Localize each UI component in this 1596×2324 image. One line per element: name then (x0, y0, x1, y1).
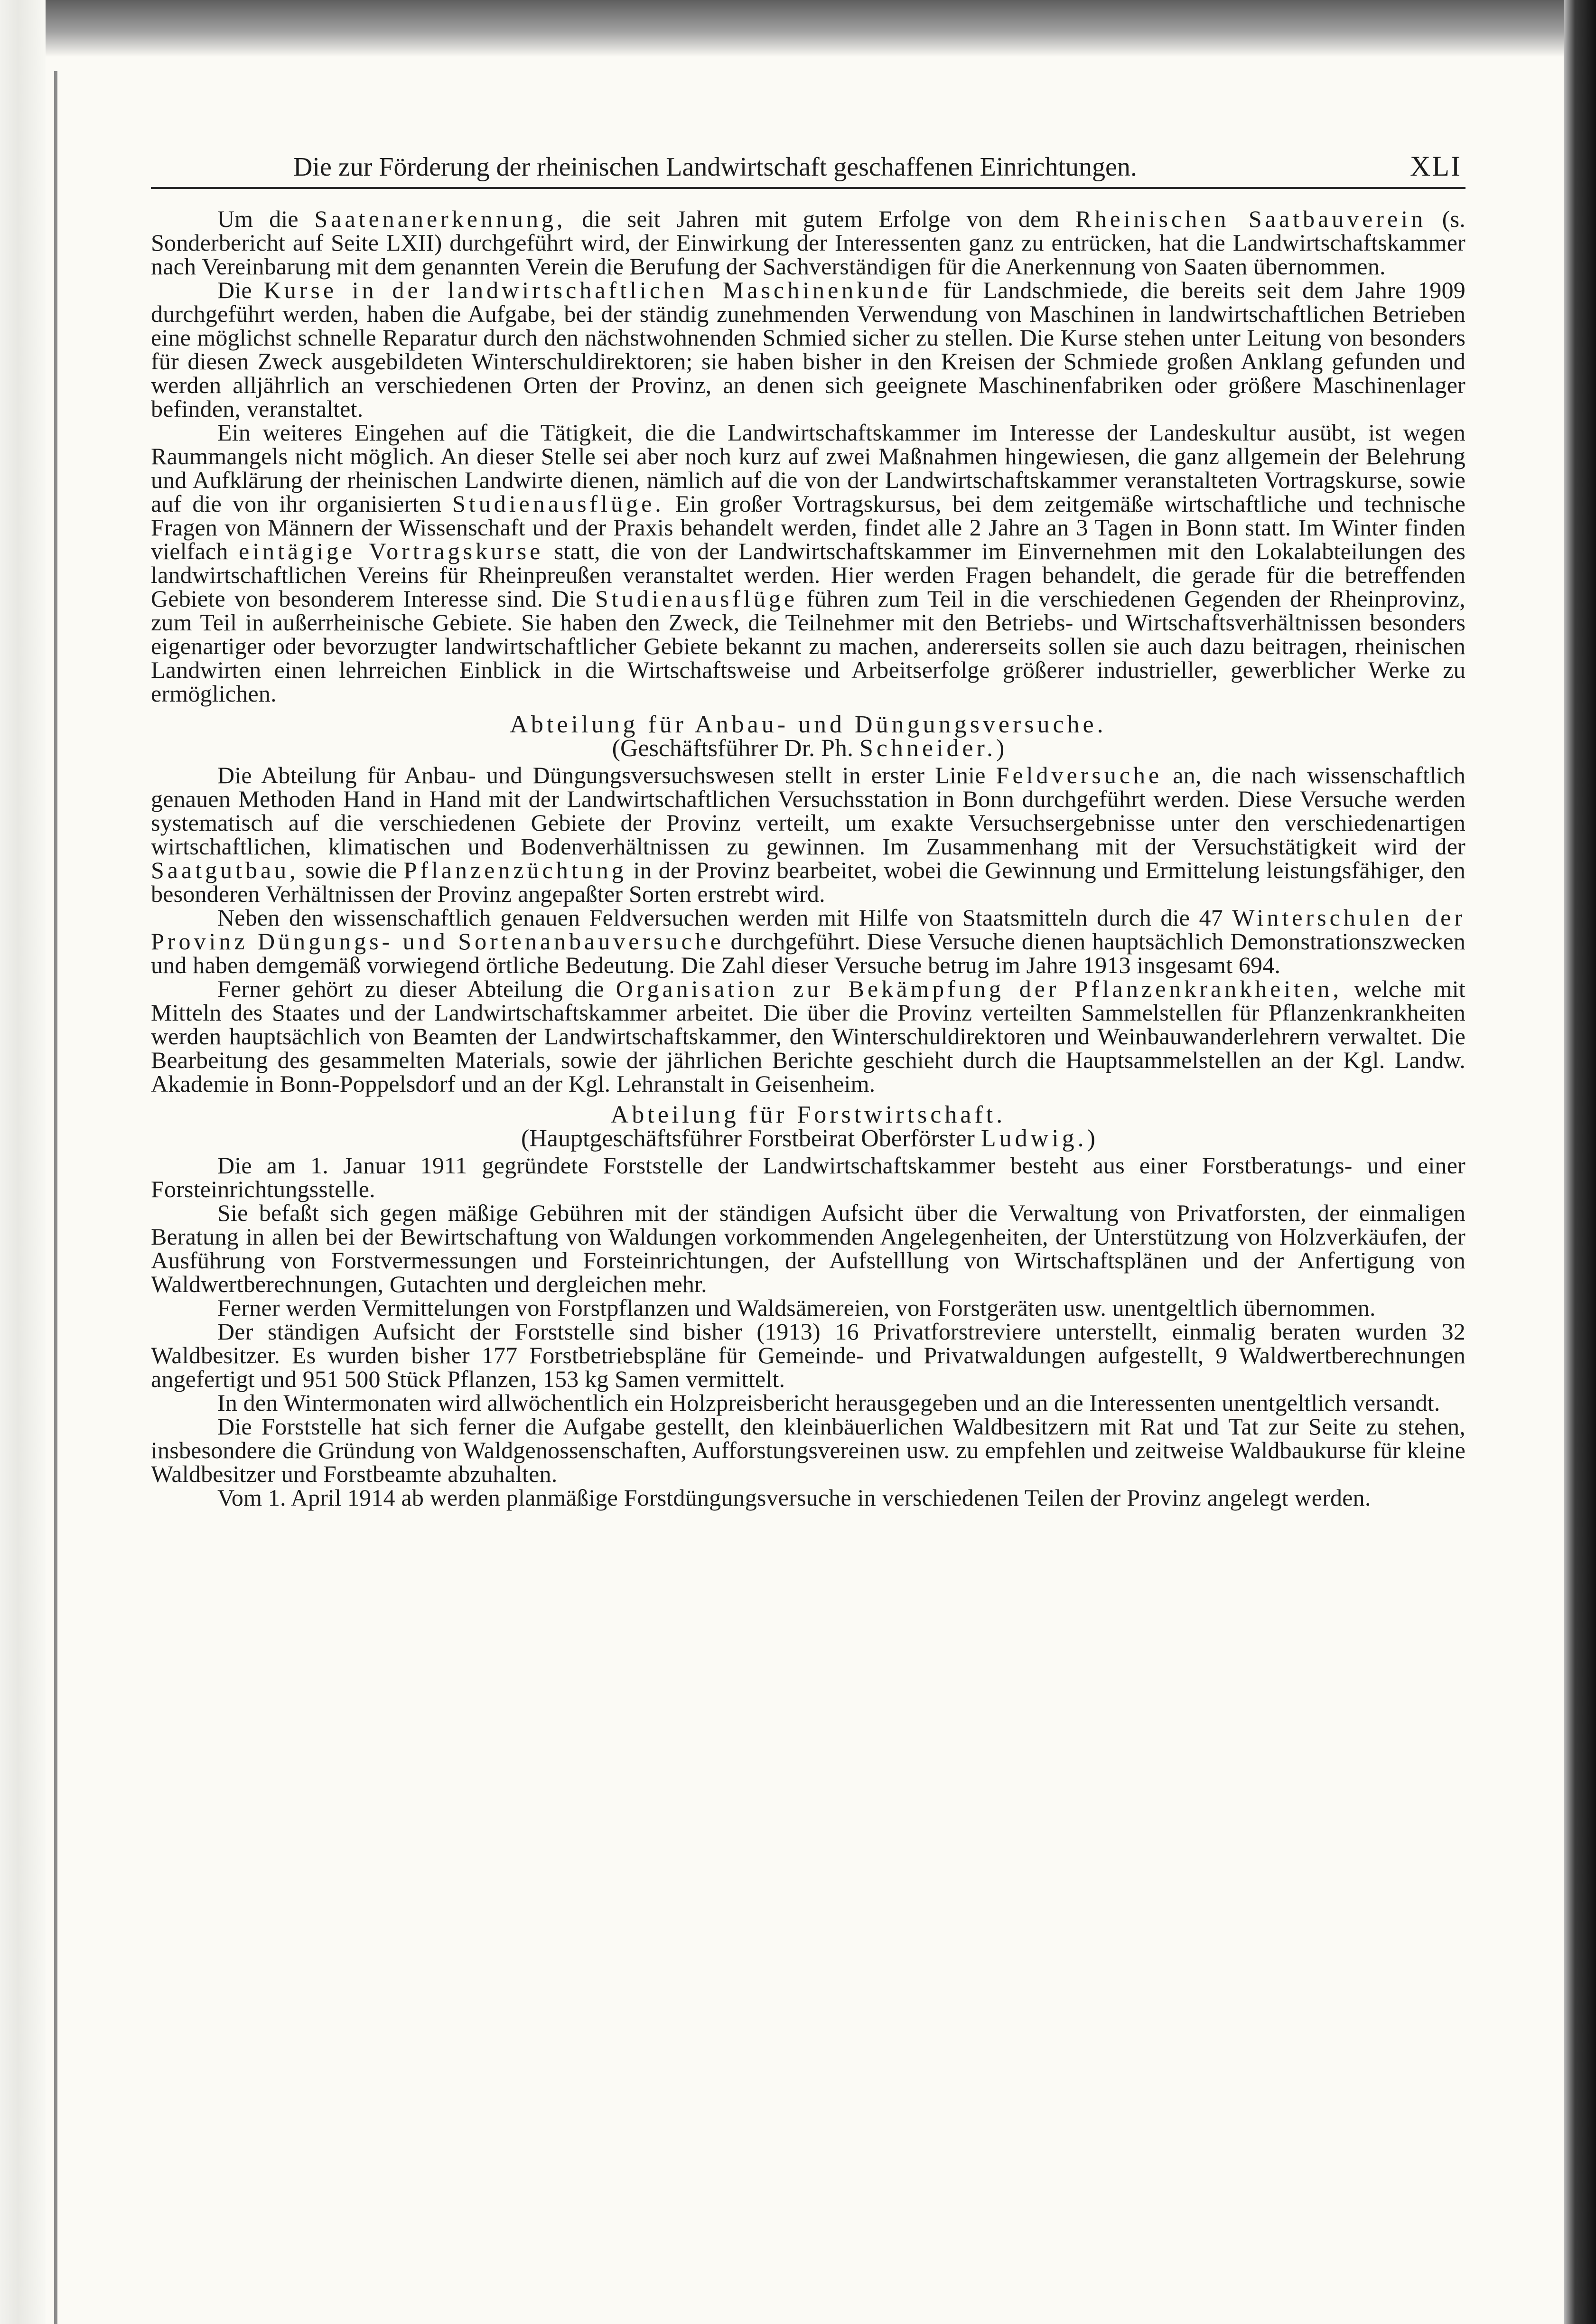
document-body (151, 189, 1465, 1509)
emphasis: Pflanzenzüchtung (403, 857, 627, 883)
emphasis: Ludwig. (980, 1125, 1087, 1152)
scan-top-shadow (46, 0, 1564, 57)
running-title: Die zur Förderung der rheinischen Landwirtschaft geschaffenen Einrichtungen. (293, 152, 1137, 182)
paragraph: Die am 1. Januar 1911 gegründete Forststelle der Landwirtschaftskammer besteht aus einer Forstberatungs- und einer Forsteinrichtungsstelle. (151, 1152, 1465, 1202)
section-subheading: (Geschäftsführer Dr. Ph. Schneider.) (612, 735, 1005, 762)
emphasis: Studienausflüge (595, 585, 798, 612)
document-page (151, 152, 1465, 1509)
paragraph: Ein weiteres Eingehen auf die Tätigkeit, die die Landwirtschaftskammer im Interesse der Landeskultur ausübt, ist wegen Raummangels nicht möglich. An dieser Stelle sei aber noch kurz auf zwei Maßnahmen hingewiesen, die ganz allgemein der Belehrung und Aufklärung der rheinischen Landwirte dienen, nämlich auf die von der Landwirtschaftskammer veranstalteten Vortragskurse, sowie auf die von ihr organisierten Studienausflüge. Ein großer Vortragskursus, bei dem zeitgemäße wirtschaftliche und technische Fragen von Männern der Wissenschaft und der Praxis behandelt werden, findet alle 2 Jahre an 3 Tagen in Bonn statt. Im Winter finden vielfach eintägige Vortragskurse statt, die von der Landwirtschaftskammer im Einvernehmen mit den Lokalabteilungen des landwirtschaftlichen Vereins für Rheinpreußen veranstaltet werden. Hier werden Fragen behandelt, die gerade für die betreffenden Gebiete von besonderem Interesse sind. Die Studienausflüge führen zum Teil in die verschiedenen Gegenden der Rheinprovinz, zum Teil in außerrheinische Gebiete. Sie haben den Zweck, die Teilnehmer mit den Betriebs- und Wirtschaftsverhältnissen besonders eigenartiger oder bevorzugter landwirtschaftlicher Gebiete bekannt zu machen, andererseits sollen sie auch dazu beitragen, rheinischen Landwirten einen lehrreichen Einblick in die Wirtschaftsweise und Arbeitserfolge größerer industrieller, gewerblicher Werke zu ermöglichen. (151, 419, 1466, 707)
paragraph: Ferner werden Vermittelungen von Forstpflanzen und Waldsämereien, von Forstgeräten usw. unentgeltlich übernommen. (217, 1294, 1376, 1321)
emphasis: Winterschulen der Provinz Düngungs- und Sortenanbauversuche (151, 904, 1465, 955)
emphasis: Saatenanerkennung, (314, 206, 566, 232)
paragraph: Der ständigen Aufsicht der Forststelle sind bisher (1913) 16 Privatforstreviere unterstellt, einmalig beraten wurden 32 Waldbesitzer. Es wurden bisher 177 Forstbetriebspläne für Gemeinde- und Privatwaldungen aufgestellt, 9 Waldwertberechnungen angefertigt und 951 500 Stück Pflanzen, 153 kg Samen vermittelt. (151, 1318, 1465, 1392)
paragraph: In den Wintermonaten wird allwöchentlich ein Holzpreisbericht herausgegeben und an die Interessenten unentgeltlich versandt. (217, 1389, 1440, 1416)
section-heading: Abteilung für Forstwirtschaft. (610, 1101, 1006, 1128)
emphasis: Organisation zur Bekämpfung der Pflanzenkrankheiten, (616, 975, 1342, 1002)
book-gutter-line (54, 71, 57, 2324)
paragraph: Um die Saatenanerkennung, die seit Jahren mit gutem Erfolge von dem Rheinischen Saatbauverein (s. Sonderbericht auf Seite LXII) durchgeführt wird, der Einwirkung der Interessenten ganz zu entrücken, hat die Landwirtschaftskammer nach Vereinbarung mit dem genannten Verein die Berufung der Sachverständigen für die Anerkennung von Saaten übernommen. (151, 206, 1465, 280)
paragraph: Die Kurse in der landwirtschaftlichen Maschinenkunde für Landschmiede, die bereits seit dem Jahre 1909 durchgeführt werden, haben die Aufgabe, bei der ständig zunehmenden Verwendung von Maschinen in landwirtschaftlichen Betrieben eine möglichst schnelle Reparatur durch den nächstwohnenden Schmied sicher zu stellen. Die Kurse stehen unter Leitung von besonders für diesen Zweck ausgebildeten Winterschuldirektoren; sie haben bisher in den Kreisen der Schmiede großen Anklang gefunden und werden alljährlich an verschiedenen Orten der Provinz, an denen sich geeignete Maschinenfabriken oder größere Maschinenlager befinden, veranstaltet. (151, 277, 1465, 422)
page-number: XLI (1410, 150, 1462, 182)
emphasis: Rheinischen Saatbauverein (1075, 206, 1427, 232)
section-heading: Abteilung für Anbau- und Düngungsversuche. (510, 711, 1107, 738)
emphasis: Kurse in der landwirtschaftlichen Maschinenkunde (263, 277, 932, 303)
running-header (151, 152, 1465, 189)
scan-right-edge (1564, 0, 1596, 2324)
emphasis: eintägige Vortragskurse (239, 538, 544, 564)
paragraph: Die Abteilung für Anbau- und Düngungsversuchswesen stellt in erster Linie Feldversuche an, die nach wissenschaftlich genauen Methoden Hand in Hand mit der Landwirtschaftlichen Versuchsstation in Bonn durchgeführt werden. Diese Versuche werden systematisch auf die verschiedenen Gebiete der Provinz verteilt, um exakte Versuchsergebnisse unter den verschiedenartigen wirtschaftlichen, klimatischen und Bodenverhältnissen zu gewinnen. Im Zusammenhang mit der Versuchstätigkeit wird der Saatgutbau, sowie die Pflanzenzüchtung in der Provinz bearbeitet, wobei die Gewinnung und Ermittelung leistungsfähiger, den besonderen Verhältnissen der Provinz angepaßter Sorten erstrebt wird. (151, 762, 1466, 907)
emphasis: Feldversuche (996, 762, 1163, 788)
emphasis: Schneider. (859, 735, 997, 762)
emphasis: Studienausflüge. (452, 490, 664, 517)
scan-left-margin (0, 0, 46, 2324)
emphasis: Saatgutbau, (151, 857, 299, 883)
section-subheading: (Hauptgeschäftsführer Forstbeirat Oberförster Ludwig.) (521, 1125, 1095, 1152)
paragraph: Sie befaßt sich gegen mäßige Gebühren mit der ständigen Aufsicht über die Verwaltung von Privatforsten, der einmaligen Beratung in allen bei der Bewirtschaftung von Waldungen vorkommenden Angelegenheiten, der Unterstützung von Holzverkäufen, der Ausführung von Forstvermessungen und Forsteinrichtungen, der Aufstelllung von Wirtschaftsplänen und der Anfertigung von Waldwertberechnungen, Gutachten und dergleichen mehr. (151, 1199, 1465, 1297)
paragraph: Neben den wissenschaftlich genauen Feldversuchen werden mit Hilfe von Staatsmitteln durch die 47 Winterschulen der Provinz Düngungs- und Sortenanbauversuche durchgeführt. Diese Versuche dienen hauptsächlich Demonstrationszwecken und haben demgemäß vorwiegend örtliche Bedeutung. Die Zahl dieser Versuche betrug im Jahre 1913 insgesamt 694. (151, 904, 1465, 978)
paragraph: Vom 1. April 1914 ab werden planmäßige Forstdüngungsversuche in verschiedenen Teilen der Provinz angelegt werden. (217, 1484, 1371, 1511)
paragraph: Die Forststelle hat sich ferner die Aufgabe gestellt, den kleinbäuerlichen Waldbesitzern mit Rat und Tat zur Seite zu stehen, insbesondere die Gründung von Waldgenossenschaften, Aufforstungsvereinen usw. zu empfehlen und zeitweise Waldbaukurse für kleine Waldbesitzer und Forstbeamte abzuhalten. (151, 1413, 1465, 1487)
paragraph: Ferner gehört zu dieser Abteilung die Organisation zur Bekämpfung der Pflanzenkrankheiten, welche mit Mitteln des Staates und der Landwirtschaftskammer arbeitet. Die über die Provinz verteilten Sammelstellen für Pflanzenkrankheiten werden hauptsächlich von Beamten der Landwirtschaftskammer, den Winterschuldirektoren und Weinbauwanderlehrern verwaltet. Die Bearbeitung des gesammelten Materials, sowie der jährlichen Berichte geschieht durch die Hauptsammelstellen an der Kgl. Landw. Akademie in Bonn-Poppelsdorf und an der Kgl. Lehranstalt in Geisenheim. (151, 975, 1465, 1097)
